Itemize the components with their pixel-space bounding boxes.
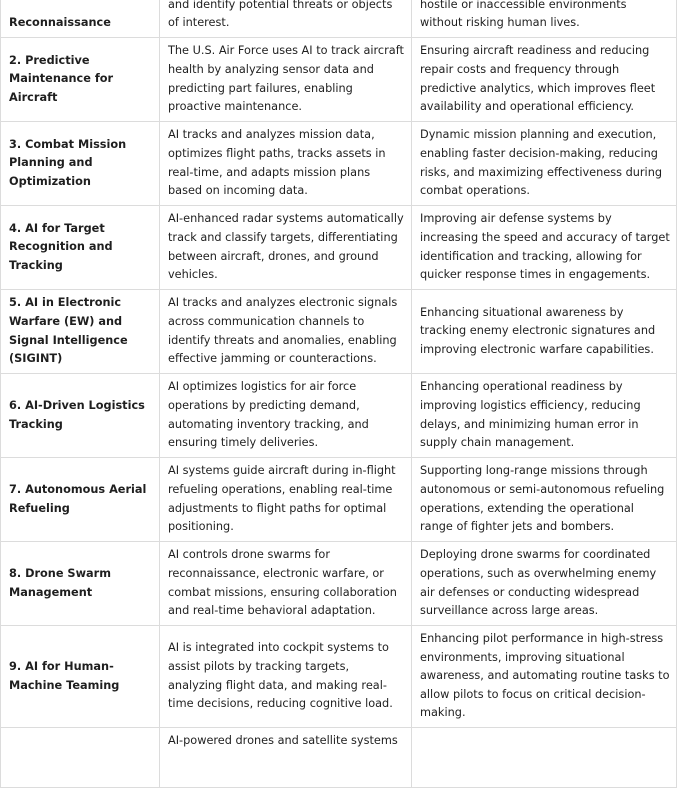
- impact-cell: hostile or inaccessible environments without risking human lives.: [412, 0, 677, 38]
- table-row: [1, 0, 677, 38]
- impact-cell: Deploying drone swarms for coordinated operations, such as overwhelming enemy air defenses or conducting widespread surveillance across large areas.: [412, 542, 677, 626]
- use-case-cell: 4. AI for Target Recognition and Tracking: [1, 206, 160, 290]
- impact-cell: Dynamic mission planning and execution, enabling faster decision-making, reducing risks, and maximizing effectiveness during combat operations.: [412, 122, 677, 206]
- description-cell: AI-powered drones and satellite systems: [160, 728, 412, 788]
- use-case-cell: 3. Combat Mission Planning and Optimization: [1, 122, 160, 206]
- use-case-cell: 8. Drone Swarm Management: [1, 542, 160, 626]
- description-cell: and identify potential threats or objects of interest.: [160, 0, 412, 38]
- impact-cell: Improving air defense systems by increasing the speed and accuracy of target identification and tracking, allowing for quicker response times in engagements.: [412, 206, 677, 290]
- description-cell: AI-enhanced radar systems automatically track and classify targets, differentiating between aircraft, drones, and ground vehicles.: [160, 206, 412, 290]
- table-row: [1, 206, 677, 290]
- use-case-cell: 2. Predictive Maintenance for Aircraft: [1, 38, 160, 122]
- use-case-cell: 6. AI-Driven Logistics Tracking: [1, 374, 160, 458]
- description-cell: AI systems guide aircraft during in-flight refueling operations, enabling real-time adjustments to flight paths for optimal positioning.: [160, 458, 412, 542]
- table-row: [1, 122, 677, 206]
- table-row: [1, 728, 677, 788]
- table-row: [1, 38, 677, 122]
- use-case-cell: 7. Autonomous Aerial Refueling: [1, 458, 160, 542]
- description-cell: AI optimizes logistics for air force operations by predicting demand, automating inventory tracking, and ensuring timely deliveries.: [160, 374, 412, 458]
- description-cell: AI is integrated into cockpit systems to assist pilots by tracking targets, analyzing flight data, and making real-time decisions, reducing cognitive load.: [160, 626, 412, 728]
- description-cell: AI tracks and analyzes mission data, optimizes flight paths, tracks assets in real-time, and adapts mission plans based on incoming data.: [160, 122, 412, 206]
- description-cell: AI controls drone swarms for reconnaissance, electronic warfare, or combat missions, ensuring collaboration and real-time behavioral adaptation.: [160, 542, 412, 626]
- impact-cell: Enhancing pilot performance in high-stress environments, improving situational awareness, and automating routine tasks to allow pilots to focus on critical decision-making.: [412, 626, 677, 728]
- table-row: [1, 374, 677, 458]
- table-row: [1, 458, 677, 542]
- table-row: [1, 542, 677, 626]
- use-case-cell: 5. AI in Electronic Warfare (EW) and Signal Intelligence (SIGINT): [1, 290, 160, 374]
- description-cell: The U.S. Air Force uses AI to track aircraft health by analyzing sensor data and predicting part failures, enabling proactive maintenance.: [160, 38, 412, 122]
- impact-cell: Enhancing operational readiness by improving logistics efficiency, reducing delays, and minimizing human error in supply chain management.: [412, 374, 677, 458]
- table-row: [1, 626, 677, 728]
- impact-cell: Ensuring aircraft readiness and reducing repair costs and frequency through predictive analytics, which improves fleet availability and operational efficiency.: [412, 38, 677, 122]
- impact-cell: Enhancing situational awareness by tracking enemy electronic signatures and improving electronic warfare capabilities.: [412, 290, 677, 374]
- table-row: [1, 290, 677, 374]
- description-cell: AI tracks and analyzes electronic signals across communication channels to identify threats and anomalies, enabling effective jamming or counteractions.: [160, 290, 412, 374]
- use-case-cell: 9. AI for Human-Machine Teaming: [1, 626, 160, 728]
- impact-cell: Supporting long-range missions through autonomous or semi-autonomous refueling operations, extending the operational range of fighter jets and bombers.: [412, 458, 677, 542]
- use-case-cell: [1, 728, 160, 788]
- impact-cell: [412, 728, 677, 788]
- use-case-cell: Reconnaissance: [1, 0, 160, 38]
